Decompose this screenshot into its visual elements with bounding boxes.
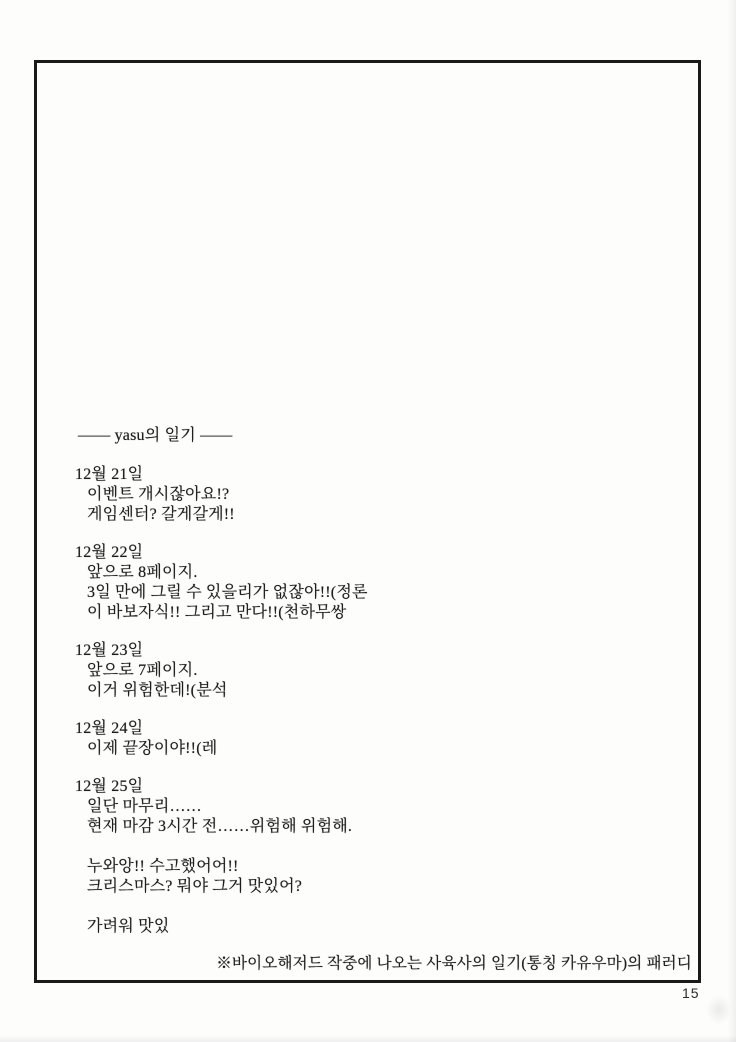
diary-section xyxy=(75,426,368,937)
entry-line: 게임센터? 갈게갈게!! xyxy=(87,506,235,523)
diary-entry xyxy=(75,777,368,937)
page-border-frame xyxy=(34,60,701,983)
scan-edge-shadow-bottom xyxy=(0,1035,736,1042)
entry-line: 앞으로 8페이지. xyxy=(87,564,198,581)
diary-entries xyxy=(75,465,368,937)
entry-line: 누와앙!! 수고했어어!! xyxy=(87,858,239,875)
entry-line: 앞으로 7페이지. xyxy=(87,662,198,679)
diary-entry xyxy=(75,719,368,759)
entry-line: 가려워 맛있 xyxy=(87,918,170,935)
entry-line: 일단 마무리…… xyxy=(87,798,202,815)
entry-line: 크리스마스? 뭐야 그거 맛있어? xyxy=(87,878,303,895)
entry-line: 이 바보자식!! 그리고 만다!!(천하무쌍 xyxy=(87,604,347,621)
entry-date: 12월 24일 xyxy=(75,720,144,737)
scan-edge-shadow-right xyxy=(728,0,736,1042)
diary-entry xyxy=(75,641,368,701)
entry-line: 현재 마감 3시간 전……위험해 위험해. xyxy=(87,818,353,835)
diary-title: —— yasu의 일기 —— xyxy=(78,427,233,444)
entry-date: 12월 21일 xyxy=(75,466,144,483)
entry-line: 이거 위험한데!(분석 xyxy=(87,682,228,699)
diary-entry xyxy=(75,543,368,623)
entry-date: 12월 22일 xyxy=(75,544,144,561)
entry-line: 3일 만에 그릴 수 있을리가 없잖아!!(정론 xyxy=(87,584,368,601)
entry-date: 12월 25일 xyxy=(75,778,144,795)
scan-smudge-artifact xyxy=(706,995,732,1025)
entry-date: 12월 23일 xyxy=(75,642,144,659)
entry-line: 이벤트 개시잖아요!? xyxy=(87,486,230,503)
diary-entry xyxy=(75,465,368,525)
entry-line: 이제 끝장이야!!(레 xyxy=(87,740,218,757)
entry-line-spacer xyxy=(75,897,368,917)
page-number: 15 xyxy=(682,985,700,1001)
footnote-parody-note: ※바이오해저드 작중에 나오는 사육사의 일기(통칭 카유우마)의 패러디 xyxy=(216,955,692,972)
entry-line-spacer xyxy=(75,837,368,857)
